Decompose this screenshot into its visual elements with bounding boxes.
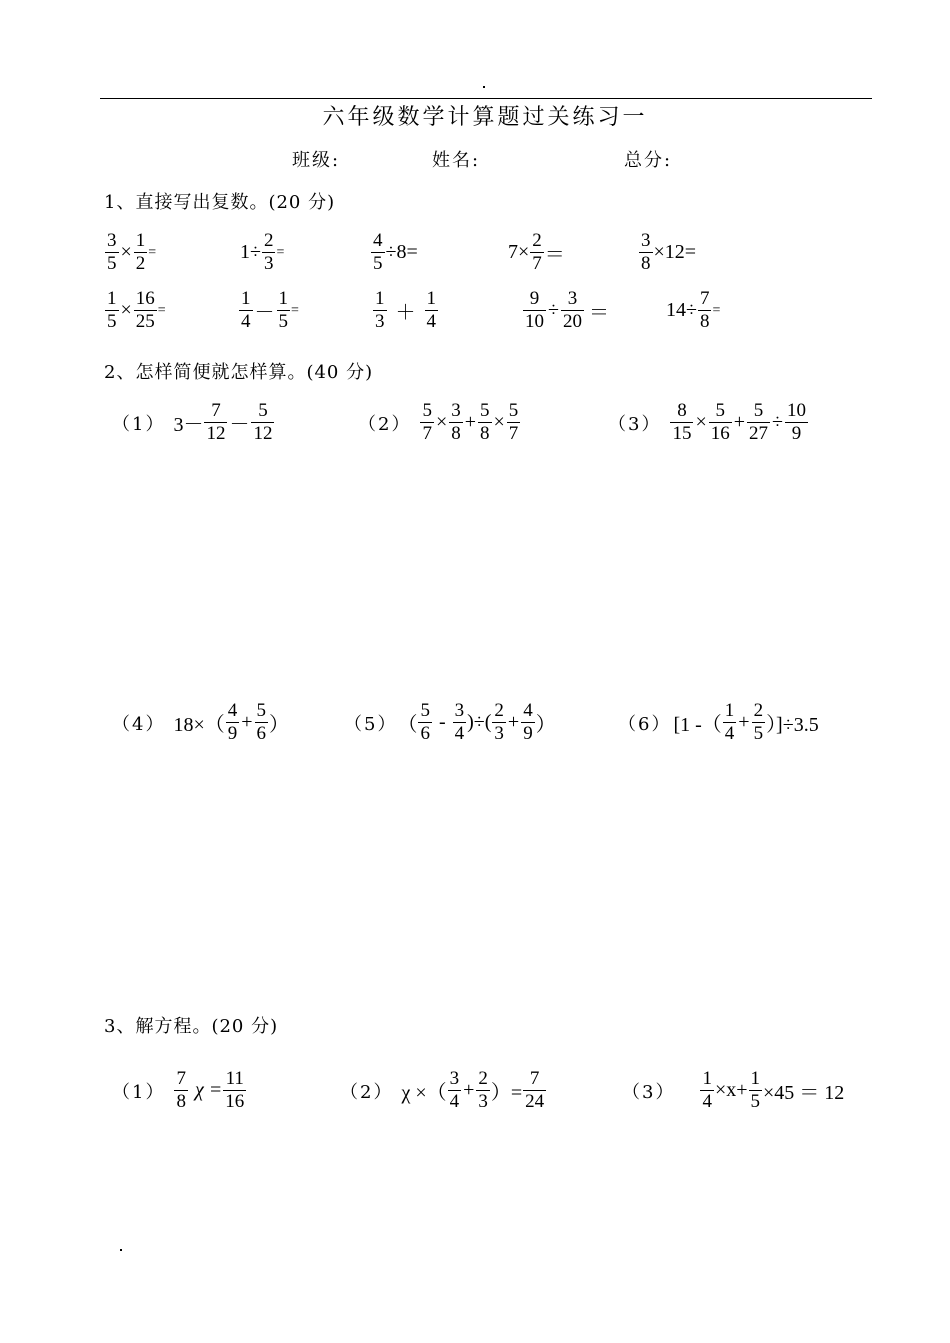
fraction: $\frac{3}{20}$ bbox=[562, 288, 582, 332]
fraction: $\frac{3}{4}$ bbox=[454, 700, 465, 744]
fraction: $\frac{5}{6}$ bbox=[256, 700, 267, 744]
q2-problem-5: （5） （ $\frac{5}{6}$ - $\frac{3}{4}$ )÷( $\frac{2}{3}$ + $\frac{4}{9}$ ） bbox=[344, 700, 556, 744]
fraction: $\frac{7}{8}$ bbox=[699, 288, 710, 332]
fraction: $\frac{1}{5}$ bbox=[750, 1068, 761, 1112]
fraction: $\frac{7}{8}$ bbox=[176, 1068, 186, 1112]
fraction: $\frac{1}{4}$ bbox=[702, 1068, 712, 1112]
fraction: $\frac{5}{7}$ bbox=[422, 400, 432, 444]
name-label: 姓名: bbox=[432, 150, 481, 171]
q1-problem-1: $\frac{3}{5}$ × $\frac{1}{2}$ = bbox=[107, 230, 157, 274]
section-2-heading: 2、怎样简便就怎样算。(40 分) bbox=[104, 362, 374, 383]
q1-problem-5: $\frac{3}{8}$ ×12= bbox=[641, 230, 697, 274]
fraction: $\frac{7}{12}$ bbox=[206, 400, 226, 444]
fraction: $\frac{8}{15}$ bbox=[672, 400, 692, 444]
fraction: $\frac{1}{4}$ bbox=[241, 288, 251, 332]
footer-dot bbox=[120, 1249, 122, 1251]
q1-problem-10: 14÷ $\frac{7}{8}$ = bbox=[666, 288, 721, 332]
fraction: $\frac{5}{7}$ bbox=[508, 400, 519, 444]
fraction: $\frac{2}{7}$ bbox=[532, 230, 542, 274]
fraction: $\frac{1}{5}$ bbox=[278, 288, 288, 332]
fraction: $\frac{10}{9}$ bbox=[787, 400, 806, 444]
score-label: 总分: bbox=[624, 150, 673, 171]
fraction: $\frac{1}{5}$ bbox=[107, 288, 117, 332]
q2-problem-2: （2） $\frac{5}{7}$ × $\frac{3}{8}$ + $\frac{5}{8}$ × $\frac{5}{7}$ bbox=[358, 400, 519, 444]
q3-problem-1: （1） $\frac{7}{8}$ χ = $\frac{11}{16}$ bbox=[112, 1068, 245, 1112]
q3-problem-3: （3） $\frac{1}{4}$ ×x+ $\frac{1}{5}$ ×45 ＝ 12 bbox=[622, 1068, 845, 1112]
fraction: $\frac{4}{5}$ bbox=[373, 230, 383, 274]
q1-problem-8: $\frac{1}{3}$ ＋ $\frac{1}{4}$ bbox=[375, 288, 436, 332]
fraction: $\frac{2}{5}$ bbox=[753, 700, 764, 744]
class-label: 班级: bbox=[292, 150, 341, 171]
q1-problem-3: $\frac{4}{5}$ ÷8= bbox=[373, 230, 418, 274]
fraction: $\frac{3}{5}$ bbox=[107, 230, 117, 274]
fraction: $\frac{3}{8}$ bbox=[641, 230, 651, 274]
q2-problem-3: （3） $\frac{8}{15}$ × $\frac{5}{16}$ + $\frac{5}{27}$ ÷ $\frac{10}{9}$ bbox=[608, 400, 806, 444]
fraction: $\frac{2}{3}$ bbox=[494, 700, 504, 744]
header-rule bbox=[100, 98, 872, 99]
fraction: $\frac{5}{8}$ bbox=[480, 400, 490, 444]
fraction: $\frac{5}{16}$ bbox=[710, 400, 730, 444]
q2-problem-6: （6） [1 -（ $\frac{1}{4}$ + $\frac{2}{5}$ ）]÷3.5 bbox=[618, 700, 819, 744]
fraction: $\frac{4}{9}$ bbox=[227, 700, 238, 744]
fraction: $\frac{4}{9}$ bbox=[523, 700, 533, 744]
header-dot bbox=[483, 86, 485, 88]
fraction: $\frac{9}{10}$ bbox=[525, 288, 544, 332]
q1-problem-2: 1÷ $\frac{2}{3}$ = bbox=[240, 230, 285, 274]
fraction: $\frac{5}{27}$ bbox=[749, 400, 769, 444]
fraction: $\frac{5}{12}$ bbox=[253, 400, 273, 444]
fraction: $\frac{1}{4}$ bbox=[426, 288, 436, 332]
fraction: $\frac{2}{3}$ bbox=[263, 230, 274, 274]
q1-problem-7: $\frac{1}{4}$ － $\frac{1}{5}$ = bbox=[241, 288, 299, 332]
section-1-heading: 1、直接写出复数。(20 分) bbox=[104, 192, 336, 213]
q1-problem-4: 7× $\frac{2}{7}$ ＝ bbox=[508, 230, 565, 274]
fraction: $\frac{1}{2}$ bbox=[135, 230, 146, 274]
fraction: $\frac{5}{6}$ bbox=[420, 700, 430, 744]
q1-problem-6: $\frac{1}{5}$ × $\frac{16}{25}$ = bbox=[107, 288, 166, 332]
section-3-heading: 3、解方程。(20 分) bbox=[104, 1016, 279, 1037]
fraction: $\frac{3}{8}$ bbox=[451, 400, 461, 444]
q1-problem-9: $\frac{9}{10}$ ÷ $\frac{3}{20}$ ＝ bbox=[525, 288, 609, 332]
q3-problem-2: （2） χ ×（ $\frac{3}{4}$ + $\frac{2}{3}$ ）= $\frac{7}{24}$ bbox=[340, 1068, 545, 1112]
q2-problem-1: （1） 3－ $\frac{7}{12}$ － $\frac{5}{12}$ bbox=[112, 400, 273, 444]
fraction: $\frac{11}{16}$ bbox=[225, 1068, 245, 1112]
fraction: $\frac{7}{24}$ bbox=[525, 1068, 545, 1112]
fraction: $\frac{16}{25}$ bbox=[135, 288, 155, 332]
q2-problem-4: （4） 18×（ $\frac{4}{9}$ + $\frac{5}{6}$ ） bbox=[112, 700, 290, 744]
fraction: $\frac{1}{4}$ bbox=[724, 700, 735, 744]
fraction: $\frac{2}{3}$ bbox=[478, 1068, 488, 1112]
fraction: $\frac{1}{3}$ bbox=[375, 288, 385, 332]
page-title: 六年级数学计算题过关练习一 bbox=[322, 105, 648, 130]
fraction: $\frac{3}{4}$ bbox=[449, 1068, 460, 1112]
